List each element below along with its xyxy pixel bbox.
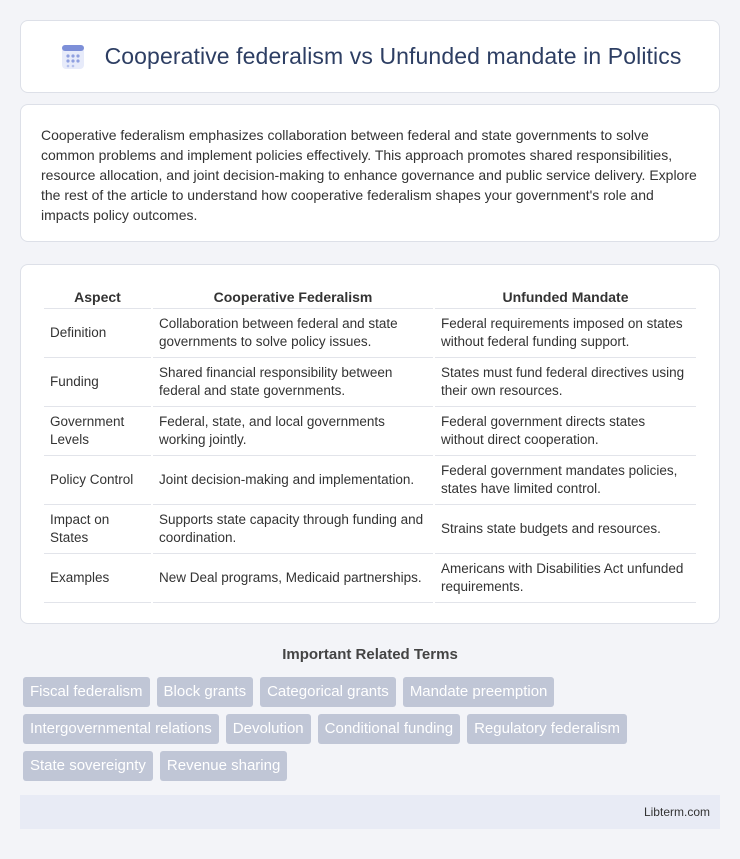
column-header-unfunded-mandate: Unfunded Mandate — [435, 285, 696, 309]
row-aspect-cell: Policy Control — [44, 456, 151, 505]
row-cooperative-cell: New Deal programs, Medicaid partnerships. — [153, 554, 433, 603]
intro-paragraph: Cooperative federalism emphasizes collaboration between federal and state governments to solve common problems and implement policies effectively. This approach promotes shared responsibilities, resource allocation, and joint decision-making to enhance governance and public service delivery. Explore the rest of the article to understand how cooperative federalism shapes your government's role and impacts policy outcomes. — [41, 127, 697, 223]
column-header-cooperative-federalism: Cooperative Federalism — [153, 285, 433, 309]
related-term-tag[interactable]: Revenue sharing — [160, 751, 287, 781]
page-title: Cooperative federalism vs Unfunded mandate in Politics — [104, 43, 682, 69]
header-inner — [59, 43, 682, 71]
row-aspect-cell: Government Levels — [44, 407, 151, 456]
related-term-tag[interactable]: Block grants — [157, 677, 254, 707]
row-unfunded-cell: Strains state budgets and resources. — [435, 505, 696, 554]
row-cooperative-cell: Supports state capacity through funding and coordination. — [153, 505, 433, 554]
comparison-table-card — [20, 264, 720, 624]
intro-card — [20, 104, 720, 242]
table-header-row — [44, 285, 696, 309]
column-header-aspect: Aspect — [44, 285, 151, 309]
related-term-tag[interactable]: Intergovernmental relations — [23, 714, 219, 744]
row-aspect-cell: Examples — [44, 554, 151, 603]
footer — [20, 795, 720, 829]
row-cooperative-cell: Shared financial responsibility between federal and state governments. — [153, 358, 433, 407]
related-terms-list — [23, 677, 723, 781]
row-cooperative-cell: Federal, state, and local governments working jointly. — [153, 407, 433, 456]
row-unfunded-cell: Americans with Disabilities Act unfunded requirements. — [435, 554, 696, 603]
related-term-tag[interactable]: Categorical grants — [260, 677, 396, 707]
related-term-tag[interactable]: Devolution — [226, 714, 311, 744]
related-terms-title: Important Related Terms — [282, 646, 458, 663]
comparison-table — [42, 285, 698, 603]
row-aspect-cell: Funding — [44, 358, 151, 407]
related-term-tag[interactable]: Regulatory federalism — [467, 714, 627, 744]
row-unfunded-cell: Federal government mandates policies, states have limited control. — [435, 456, 696, 505]
row-cooperative-cell: Joint decision-making and implementation. — [153, 456, 433, 505]
table-row — [44, 505, 696, 554]
table-row — [44, 554, 696, 603]
row-cooperative-cell: Collaboration between federal and state governments to solve policy issues. — [153, 309, 433, 358]
table-row — [44, 358, 696, 407]
related-term-tag[interactable]: Fiscal federalism — [23, 677, 150, 707]
row-unfunded-cell: States must fund federal directives using their own resources. — [435, 358, 696, 407]
table-row — [44, 407, 696, 456]
row-unfunded-cell: Federal requirements imposed on states without federal funding support. — [435, 309, 696, 358]
footer-site-link[interactable]: Libterm.com — [643, 805, 710, 819]
row-aspect-cell: Definition — [44, 309, 151, 358]
related-term-tag[interactable]: State sovereignty — [23, 751, 153, 781]
header-card — [20, 20, 720, 93]
table-row — [44, 456, 696, 505]
row-unfunded-cell: Federal government directs states without direct cooperation. — [435, 407, 696, 456]
document-icon — [59, 43, 87, 71]
row-aspect-cell: Impact on States — [44, 505, 151, 554]
related-term-tag[interactable]: Mandate preemption — [403, 677, 555, 707]
related-term-tag[interactable]: Conditional funding — [318, 714, 460, 744]
table-row — [44, 309, 696, 358]
